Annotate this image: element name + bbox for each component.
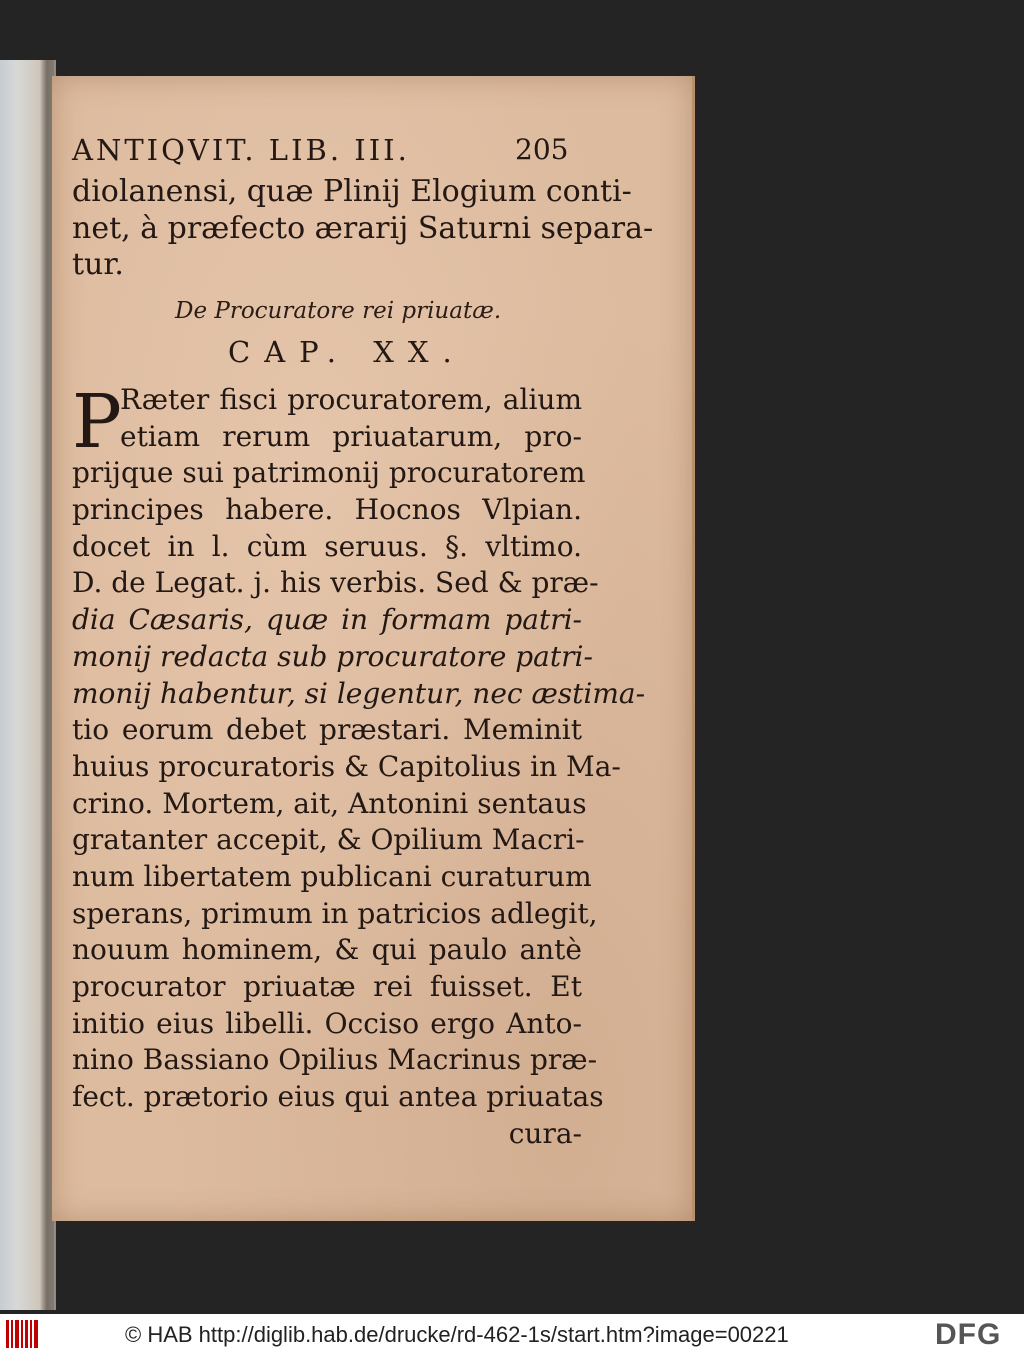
- chapter-body: [72, 379, 646, 1152]
- text-line: num libertatem publicani curaturum: [72, 859, 592, 893]
- chapter-subtitle: De Procuratore rei priuatæ.: [175, 298, 502, 324]
- text-line: tio eorum debet præstari. Meminit: [72, 713, 582, 747]
- dfg-logo: DFG: [935, 1318, 1002, 1351]
- text-line: nino Bassiano Opilius Macrinus præ-: [72, 1043, 598, 1077]
- page-number: 205: [515, 133, 569, 166]
- text-line: net, à præfecto ærarij Saturni separa-: [72, 211, 654, 246]
- text-line: procurator priuatæ rei fuisset. Et: [72, 970, 582, 1003]
- text-line: monij habentur, si legentur, nec æstima-: [72, 676, 646, 710]
- text-line: crino. Mortem, ait, Antonini sentaus: [72, 786, 587, 820]
- text-line: tur.: [72, 247, 124, 282]
- text-line: diolanensi, quæ Plinij Elogium conti-: [72, 174, 632, 209]
- text-line: D. de Legat. j. his verbis. Sed & præ-: [72, 566, 599, 600]
- text-line: etiam rerum priuatarum, pro-: [120, 419, 582, 453]
- chapter-heading: CAP. XX.: [228, 335, 466, 369]
- text-line: sperans, primum in patricios adlegit,: [72, 896, 598, 930]
- catchword: cura-: [508, 1116, 582, 1150]
- text-line: principes habere. Hocnos Vlpian.: [72, 493, 582, 527]
- text-line: docet in l. cùm seruus. §. vltimo.: [72, 529, 582, 563]
- text-line: Ræter fisci procuratorem, alium: [120, 383, 582, 416]
- text-line: initio eius libelli. Occiso ergo Anto-: [72, 1006, 582, 1040]
- footer-bar: [0, 1314, 1024, 1354]
- copyright-link[interactable]: © HAB http://diglib.hab.de/drucke/rd-462-1s/start.htm?image=00221: [125, 1322, 789, 1347]
- text-line: nouum hominem, & qui paulo antè: [72, 933, 582, 967]
- text-line: monij redacta sub procuratore patri-: [72, 639, 593, 673]
- text-line: dia Cæsaris, quæ in formam patri-: [72, 603, 582, 637]
- running-title: ANTIQVIT. LIB. III.: [72, 133, 410, 167]
- text-line: prijque sui patrimonij procuratorem: [72, 456, 586, 490]
- hab-barcode-logo: [6, 1320, 46, 1348]
- text-line: huius procuratoris & Capitolius in Ma-: [72, 749, 621, 783]
- text-line: gratanter accepit, & Opilium Macri-: [72, 823, 585, 857]
- drop-cap: P: [72, 379, 122, 465]
- text-line: fect. prætorio eius qui antea priuatas: [72, 1080, 604, 1114]
